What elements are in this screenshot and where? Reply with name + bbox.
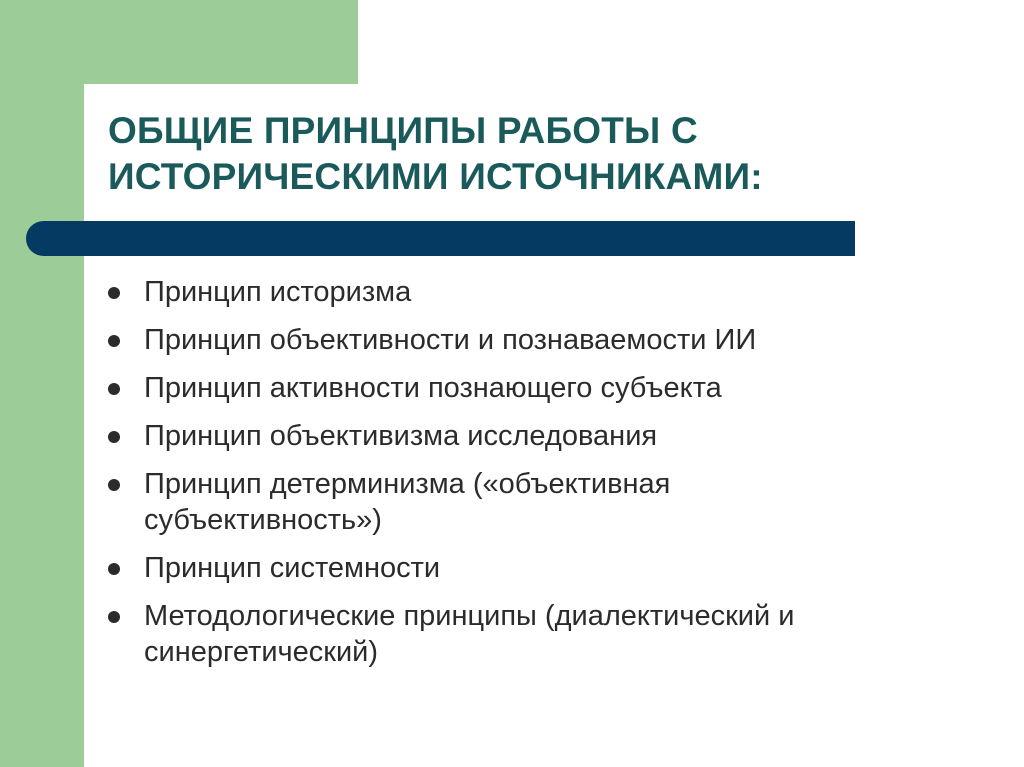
title-divider-bar [26,221,855,256]
bullet-icon [108,479,120,491]
list-item [106,550,986,586]
list-item-text: Принцип активности познающего субъекта [144,372,722,404]
decorative-green-band-left [0,0,84,767]
list-item [106,370,986,406]
list-item-text: Принцип системности [144,552,441,584]
bullet-icon [108,335,120,347]
list-item-text: Принцип детерминизма («объективная субъективность») [144,468,671,536]
list-item-text: Принцип объективизма исследования [144,420,658,452]
bullet-icon [108,383,120,395]
decorative-green-band-top [0,0,358,84]
bullet-list [106,274,986,682]
bullet-icon [108,563,120,575]
list-item-text: Принцип объективности и познаваемости ИИ [144,324,757,356]
bullet-icon [108,611,120,623]
list-item [106,274,986,310]
bullet-icon [108,287,120,299]
list-item-text: Методологические принципы (диалектический и синергетический) [144,600,795,668]
list-item [106,466,804,538]
bullet-icon [108,431,120,443]
list-item-text: Принцип историзма [144,276,412,308]
list-item [106,598,964,670]
list-item [106,418,986,454]
slide-title: ОБЩИЕ ПРИНЦИПЫ РАБОТЫ С ИСТОРИЧЕСКИМИ ИСТОЧНИКАМИ: [108,110,763,197]
list-item [106,322,986,358]
